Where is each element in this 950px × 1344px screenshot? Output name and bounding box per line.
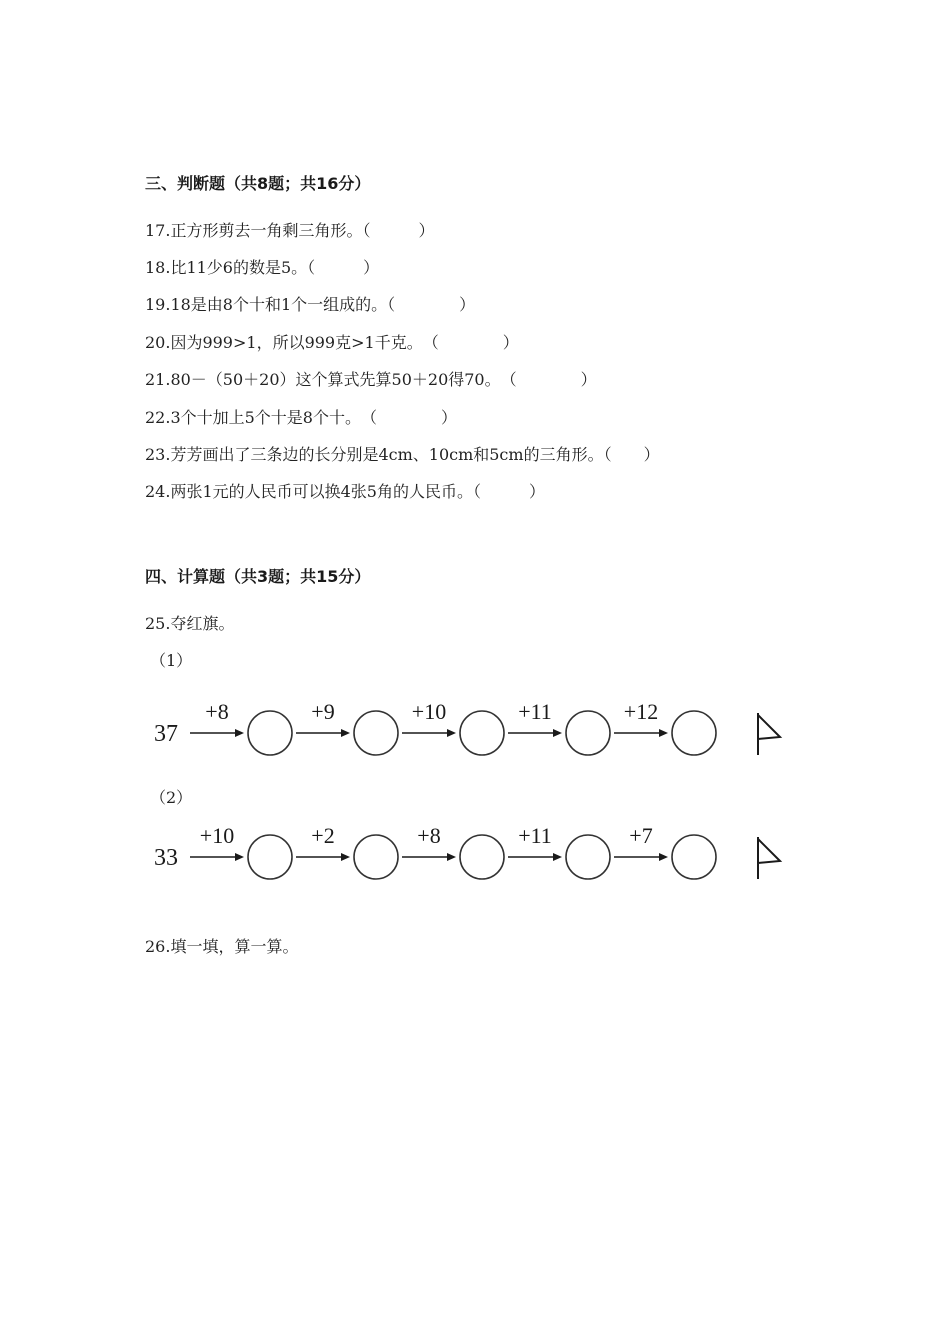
question-23: 23.芳芳画出了三条边的长分别是4cm、10cm和5cm的三角形。（ ） — [145, 445, 660, 464]
flag-chain-svg — [140, 817, 800, 887]
answer-blank-circle[interactable] — [354, 711, 398, 755]
start-number: 37 — [154, 721, 178, 747]
question-21: 21.80－（50＋20）这个算式先算50＋20得70。 （ ） — [145, 370, 597, 389]
flag-chain-svg — [140, 693, 800, 763]
step-operation-label: +2 — [311, 823, 335, 848]
arrow-head-icon — [235, 853, 244, 861]
chain-step — [614, 699, 716, 755]
arrow-head-icon — [341, 729, 350, 737]
arrow-head-icon — [235, 729, 244, 737]
arrow-head-icon — [659, 729, 668, 737]
section3-heading: 三、判断题（共8题；共16分） — [145, 174, 371, 193]
arrow-head-icon — [553, 729, 562, 737]
chain-step — [296, 823, 398, 879]
part-2-label: （2） — [150, 788, 193, 807]
question-19: 19.18是由8个十和1个一组成的。（ ） — [145, 295, 476, 314]
flag-icon — [758, 713, 780, 755]
answer-blank-circle[interactable] — [566, 835, 610, 879]
question-18: 18.比11少6的数是5。（ ） — [145, 258, 380, 277]
question-25-title: 25.夺红旗。 — [145, 614, 235, 633]
flag-chain-2 — [140, 817, 800, 891]
chain-step — [508, 823, 610, 879]
arrow-head-icon — [447, 729, 456, 737]
arrow-head-icon — [447, 853, 456, 861]
chain-step — [296, 699, 398, 755]
answer-blank-circle[interactable] — [248, 835, 292, 879]
chain-step — [508, 699, 610, 755]
flag-icon — [758, 837, 780, 879]
step-operation-label: +7 — [629, 823, 653, 848]
answer-blank-circle[interactable] — [460, 835, 504, 879]
answer-blank-circle[interactable] — [460, 711, 504, 755]
answer-blank-circle[interactable] — [672, 711, 716, 755]
chain-step — [402, 823, 504, 879]
answer-blank-circle[interactable] — [248, 711, 292, 755]
part-1-label: （1） — [150, 651, 193, 670]
arrow-head-icon — [553, 853, 562, 861]
step-operation-label: +10 — [199, 823, 235, 848]
question-26-title: 26.填一填，算一算。 — [145, 937, 299, 956]
step-operation-label: +10 — [411, 699, 447, 724]
section4-heading: 四、计算题（共3题；共15分） — [145, 567, 371, 586]
question-20: 20.因为999>1，所以999克>1千克。 （ ） — [145, 333, 519, 352]
start-number: 33 — [154, 845, 178, 871]
answer-blank-circle[interactable] — [672, 835, 716, 879]
question-22: 22.3个十加上5个十是8个十。 （ ） — [145, 408, 457, 427]
step-operation-label: +12 — [623, 699, 659, 724]
arrow-head-icon — [341, 853, 350, 861]
step-operation-label: +8 — [417, 823, 441, 848]
step-operation-label: +11 — [518, 699, 552, 724]
chain-step — [190, 823, 292, 879]
answer-blank-circle[interactable] — [354, 835, 398, 879]
step-operation-label: +9 — [311, 699, 335, 724]
chain-step — [190, 699, 292, 755]
question-17: 17.正方形剪去一角剩三角形。（ ） — [145, 221, 435, 240]
answer-blank-circle[interactable] — [566, 711, 610, 755]
arrow-head-icon — [659, 853, 668, 861]
question-24: 24.两张1元的人民币可以换4张5角的人民币。（ ） — [145, 482, 545, 501]
flag-chain-1 — [140, 693, 800, 767]
chain-step — [614, 823, 716, 879]
chain-step — [402, 699, 504, 755]
step-operation-label: +8 — [205, 699, 229, 724]
step-operation-label: +11 — [518, 823, 552, 848]
